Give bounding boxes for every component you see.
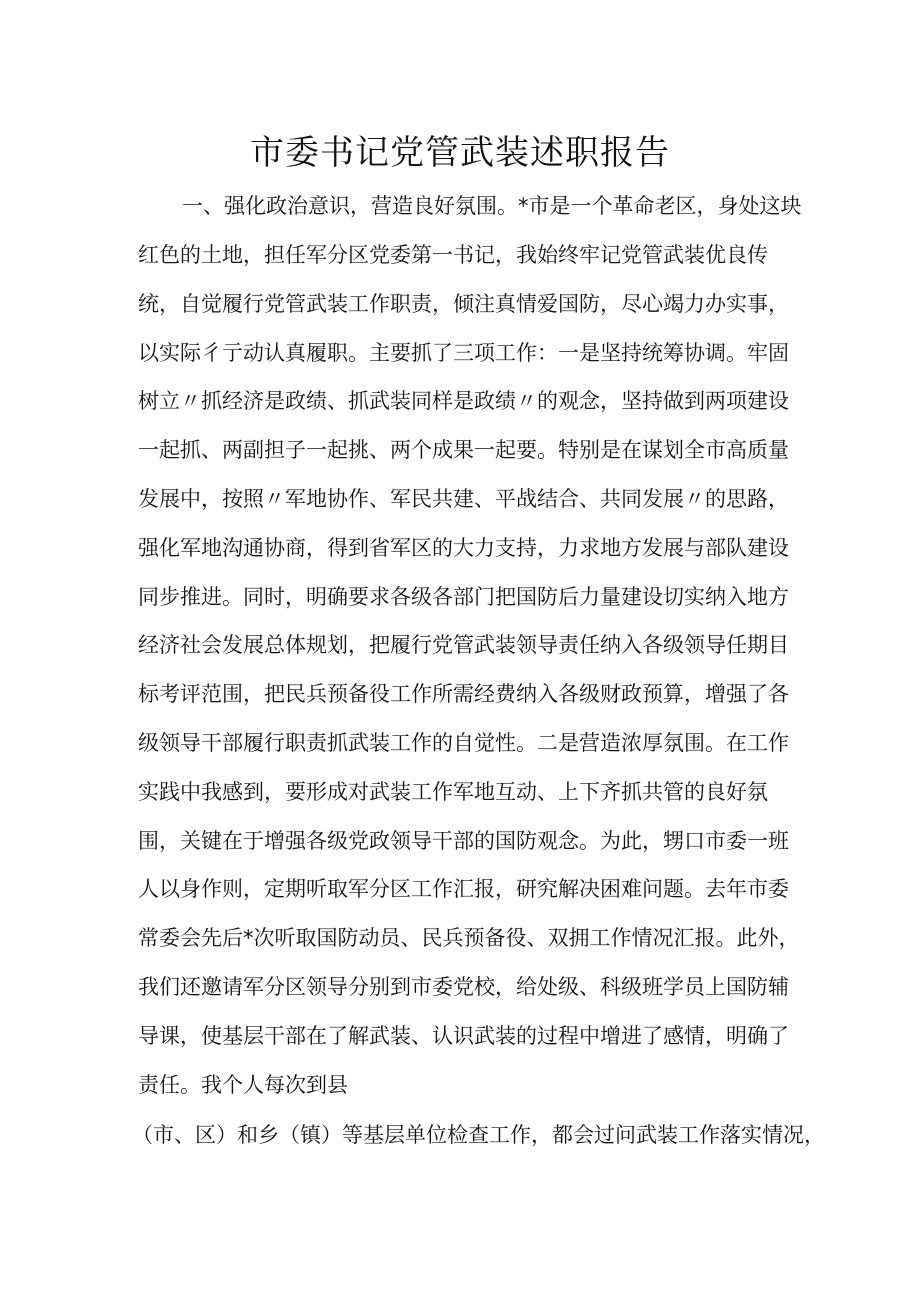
- paragraph-line: 围，关键在于增强各级党政领导干部的国防观念。为此，甥口市委一班: [138, 829, 789, 853]
- paragraph-line: 标考评范围，把民兵预备役工作所需经费纳入各级财政预算，增强了各: [138, 682, 789, 706]
- paragraph-line: 经济社会发展总体规划，把履行党管武装领导责任纳入各级领导任期目: [138, 633, 789, 657]
- paragraph-line: 责任。我个人每次到县: [138, 1073, 348, 1097]
- document-title: 市委书记党管武装述职报告: [250, 133, 670, 173]
- paragraph-line: 红色的土地，担任军分区党委第一书记，我始终牢记党管武装优良传: [138, 243, 768, 267]
- paragraph-line: 同步推进。同时，明确要求各级各部门把国防后力量建设切实纳入地方: [138, 585, 789, 609]
- paragraph-line: 以实际彳亍动认真履职。主要抓了三项工作：一是坚持统筹协调。牢固: [138, 341, 789, 365]
- paragraph-line: 级领导干部履行职责抓武装工作的自觉性。二是营造浓厚氛围。在工作: [138, 731, 789, 755]
- paragraph-line: （市、区）和乡（镇）等基层单位检查工作，都会过问武装工作落实情况，: [132, 1123, 825, 1147]
- paragraph-line: 树立〃抓经济是政绩、抓武装同样是政绩〃的观念，坚持做到两项建设: [138, 389, 789, 413]
- paragraph-line: 强化军地沟通协商，得到省军区的大力支持，力求地方发展与部队建设: [138, 536, 789, 560]
- paragraph-line: 常委会先后*次听取国防动员、民兵预备役、双拥工作情况汇报。此外，: [138, 926, 800, 950]
- paragraph-line: 发展中，按照〃军地协作、军民共建、平战结合、共同发展〃的思路，: [138, 487, 789, 511]
- paragraph-line: 实践中我感到，要形成对武装工作军地互动、上下齐抓共管的良好氛: [138, 780, 768, 804]
- paragraph-line: 一起抓、两副担子一起挑、两个成果一起要。特别是在谋划全市高质量: [138, 438, 789, 462]
- paragraph-line: 我们还邀请军分区领导分别到市委党校，给处级、科级班学员上国防辅: [138, 975, 789, 999]
- paragraph-line: 导课，使基层干部在了解武装、认识武装的过程中增进了感情，明确了: [138, 1024, 789, 1048]
- paragraph-line: 一、强化政治意识，营造良好氛围。*市是一个革命老区，身处这块: [182, 194, 802, 218]
- paragraph-line: 统，自觉履行党管武装工作职责，倾注真情爱国防，尽心竭力办实事，: [138, 292, 789, 316]
- paragraph-line: 人以身作则，定期听取军分区工作汇报，研究解决困难问题。去年市委: [138, 877, 789, 901]
